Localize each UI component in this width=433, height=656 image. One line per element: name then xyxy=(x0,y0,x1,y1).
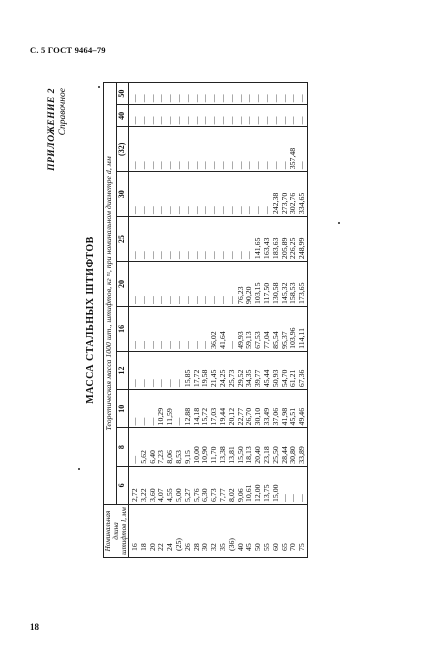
mass-value: 183,63 xyxy=(270,237,280,260)
mass-value: 19,44 xyxy=(217,407,227,426)
mass-value: — xyxy=(297,94,307,103)
mass-value: 33,89 xyxy=(297,446,307,464)
mass-column-d20 xyxy=(129,262,308,307)
mass-value: 205,89 xyxy=(279,237,289,260)
mass-value: — xyxy=(156,251,166,260)
length-value: 20 xyxy=(147,543,157,551)
mass-value: 50,93 xyxy=(270,369,280,388)
length-value: (25) xyxy=(173,538,183,551)
mass-value: — xyxy=(253,206,263,215)
mass-value: 17,72 xyxy=(191,369,201,388)
mass-value: — xyxy=(147,379,157,388)
mass-value: 13,38 xyxy=(217,446,227,464)
mass-value: 20,12 xyxy=(226,407,236,426)
mass-value: — xyxy=(200,116,210,125)
mass-value: — xyxy=(156,379,166,388)
mass-value: — xyxy=(138,116,148,125)
mass-value: — xyxy=(261,161,271,170)
mass-value: — xyxy=(156,161,166,170)
mass-value: — xyxy=(279,494,289,502)
mass-value: 226,25 xyxy=(288,237,298,260)
mass-value: — xyxy=(270,161,280,170)
mass-value: — xyxy=(226,161,236,170)
mass-header: Теоретическая масса 1000 шт., штифтов, кг ≈, при номинальном диаметре d, мм xyxy=(104,83,117,505)
mass-value: — xyxy=(226,251,236,260)
mass-value: — xyxy=(147,251,157,260)
mass-value: — xyxy=(200,341,210,349)
mass-column-d30 xyxy=(129,172,308,217)
diameter-header-cell: 12 xyxy=(116,351,129,389)
mass-value: 12,00 xyxy=(253,484,263,502)
mass-value: — xyxy=(182,161,192,170)
mass-value: — xyxy=(156,116,166,125)
mass-value: — xyxy=(209,296,219,304)
mass-value: 173,65 xyxy=(297,282,307,304)
mass-value: — xyxy=(147,161,157,170)
mass-value: — xyxy=(138,206,148,215)
mass-value: 54,70 xyxy=(279,369,289,388)
length-value: 18 xyxy=(138,543,148,551)
scan-speck xyxy=(338,222,340,224)
mass-value: — xyxy=(217,116,227,125)
mass-column-d10 xyxy=(129,390,308,428)
mass-value: 59,13 xyxy=(244,331,254,349)
mass-value: 6,73 xyxy=(209,488,219,502)
mass-value: — xyxy=(253,94,263,103)
mass-value: 13,81 xyxy=(226,446,236,464)
mass-value: 117,50 xyxy=(261,282,271,304)
mass-value: 3,22 xyxy=(138,488,148,502)
mass-value: — xyxy=(253,161,263,170)
mass-value: 15,50 xyxy=(235,446,245,464)
mass-value: — xyxy=(244,116,254,125)
mass-value: — xyxy=(288,94,298,103)
mass-value: — xyxy=(147,417,157,426)
mass-value: 14,18 xyxy=(191,407,201,426)
length-value: 32 xyxy=(209,543,219,551)
mass-value: 9,06 xyxy=(235,488,245,502)
diameter-header-cell: 6 xyxy=(116,466,129,504)
mass-value: — xyxy=(182,116,192,125)
mass-value: 95,37 xyxy=(279,331,289,349)
mass-value: 23,18 xyxy=(261,446,271,464)
mass-value: — xyxy=(200,161,210,170)
mass-column-d12 xyxy=(129,351,308,389)
mass-value: — xyxy=(253,116,263,125)
diameter-header-cell: 30 xyxy=(116,172,129,217)
length-header: Номинальная длина штифтов l, мм xyxy=(104,505,129,558)
mass-value: 41,64 xyxy=(217,331,227,349)
mass-value: — xyxy=(209,251,219,260)
mass-value: 12,88 xyxy=(182,407,192,426)
mass-value: — xyxy=(156,94,166,103)
mass-value: 6,40 xyxy=(147,450,157,464)
mass-value: — xyxy=(200,251,210,260)
mass-value: 334,65 xyxy=(297,192,307,215)
mass-value: 103,15 xyxy=(253,282,263,304)
page-number: 18 xyxy=(30,622,39,632)
mass-value: 67,53 xyxy=(253,331,263,349)
mass-value: — xyxy=(138,379,148,388)
mass-value: — xyxy=(261,116,271,125)
mass-value: — xyxy=(244,161,254,170)
scan-speck xyxy=(98,86,100,88)
diameter-header-cell: 16 xyxy=(116,306,129,351)
mass-value: — xyxy=(173,116,183,125)
mass-value: — xyxy=(297,494,307,502)
appendix-title: ПРИЛОЖЕНИЕ 2 xyxy=(47,88,57,171)
mass-value: — xyxy=(147,94,157,103)
mass-value: 10,00 xyxy=(191,446,201,464)
length-column xyxy=(129,505,308,558)
mass-value: 28,44 xyxy=(279,446,289,464)
mass-value: 29,52 xyxy=(235,369,245,388)
mass-value: — xyxy=(130,455,139,464)
mass-value: — xyxy=(165,296,175,304)
mass-value: 145,32 xyxy=(279,282,289,304)
diameter-header-cell: 8 xyxy=(116,428,129,466)
mass-value: — xyxy=(138,94,148,103)
mass-value: — xyxy=(244,94,254,103)
mass-value: — xyxy=(156,296,166,304)
mass-value: — xyxy=(165,206,175,215)
mass-value: 130,58 xyxy=(270,282,280,304)
mass-value: — xyxy=(138,341,148,349)
mass-value: 4,07 xyxy=(156,488,166,502)
mass-value: 4,55 xyxy=(165,488,175,502)
mass-value: — xyxy=(173,206,183,215)
mass-value: — xyxy=(130,161,139,170)
mass-value: — xyxy=(173,161,183,170)
mass-value: 114,11 xyxy=(297,328,307,349)
mass-value: — xyxy=(191,341,201,349)
mass-value: — xyxy=(226,341,236,349)
mass-value: — xyxy=(226,116,236,125)
mass-value: — xyxy=(200,296,210,304)
mass-value: — xyxy=(130,116,139,125)
mass-value: — xyxy=(226,206,236,215)
mass-value: 90,20 xyxy=(244,286,254,304)
length-value: 26 xyxy=(182,543,192,551)
mass-value: 10,61 xyxy=(244,484,254,502)
mass-value: 85,54 xyxy=(270,331,280,349)
mass-value: — xyxy=(130,417,139,426)
mass-value: — xyxy=(165,379,175,388)
mass-table xyxy=(103,82,308,558)
length-value: 55 xyxy=(261,543,271,551)
mass-column-d8 xyxy=(129,428,308,466)
mass-value: — xyxy=(279,161,289,170)
mass-value: — xyxy=(165,161,175,170)
mass-value: 5,76 xyxy=(191,488,201,502)
mass-value: 39,77 xyxy=(253,369,263,388)
mass-value: — xyxy=(156,206,166,215)
diameter-header-cell: 25 xyxy=(116,217,129,262)
mass-value: 30,10 xyxy=(253,407,263,426)
mass-value: 22,77 xyxy=(235,407,245,426)
diameter-header-cell: 50 xyxy=(116,83,129,105)
document-header: С. 5 ГОСТ 9464–79 xyxy=(30,45,106,55)
mass-value: 19,58 xyxy=(200,369,210,388)
mass-value: 163,43 xyxy=(261,237,271,260)
mass-value: — xyxy=(191,116,201,125)
mass-value: 18,13 xyxy=(244,446,254,464)
mass-value: — xyxy=(165,341,175,349)
mass-value: — xyxy=(191,206,201,215)
mass-value: — xyxy=(217,206,227,215)
mass-value: — xyxy=(165,94,175,103)
mass-value: — xyxy=(130,296,139,304)
mass-value: 49,93 xyxy=(235,331,245,349)
mass-value: — xyxy=(147,206,157,215)
mass-value: — xyxy=(226,94,236,103)
mass-column-d40 xyxy=(129,105,308,127)
mass-value: 34,35 xyxy=(244,369,254,388)
mass-column-d50 xyxy=(129,83,308,105)
diameter-header-row xyxy=(116,83,129,558)
mass-value: 61,21 xyxy=(288,369,298,388)
mass-value: — xyxy=(217,251,227,260)
mass-value: — xyxy=(173,379,183,388)
mass-value: — xyxy=(191,296,201,304)
mass-value: 49,46 xyxy=(297,407,307,426)
mass-value: — xyxy=(297,161,307,170)
mass-value: 45,51 xyxy=(288,407,298,426)
mass-value: — xyxy=(173,341,183,349)
length-value: 75 xyxy=(297,543,307,551)
mass-value: — xyxy=(209,94,219,103)
mass-value: — xyxy=(226,296,236,304)
mass-value: 17,03 xyxy=(209,407,219,426)
mass-value: 33,49 xyxy=(261,407,271,426)
mass-value: — xyxy=(147,341,157,349)
mass-value: — xyxy=(235,206,245,215)
table-title: МАССА СТАЛЬНЫХ ШТИФТОВ xyxy=(85,236,96,404)
mass-value: 6,30 xyxy=(200,488,210,502)
mass-value: 10,90 xyxy=(200,446,210,464)
mass-value: — xyxy=(182,251,192,260)
mass-value: — xyxy=(297,116,307,125)
mass-value: — xyxy=(200,94,210,103)
mass-value: 302,76 xyxy=(288,192,298,215)
mass-value: — xyxy=(279,94,289,103)
mass-column-d32 xyxy=(129,127,308,172)
mass-value: — xyxy=(173,251,183,260)
mass-value: 15,85 xyxy=(182,369,192,388)
mass-value: 2,72 xyxy=(130,488,139,502)
mass-value: — xyxy=(147,296,157,304)
mass-value: — xyxy=(270,94,280,103)
mass-value: — xyxy=(138,417,148,426)
mass-value: 11,59 xyxy=(165,408,175,426)
mass-value: — xyxy=(173,94,183,103)
mass-value: — xyxy=(209,161,219,170)
length-value: 50 xyxy=(253,543,263,551)
mass-value: — xyxy=(138,251,148,260)
mass-value: 25,73 xyxy=(226,369,236,388)
length-value: (36) xyxy=(226,538,236,551)
mass-value: — xyxy=(279,116,289,125)
mass-value: — xyxy=(138,296,148,304)
mass-value: 248,99 xyxy=(297,237,307,260)
diameter-header-cell: 10 xyxy=(116,390,129,428)
appendix-block xyxy=(47,88,69,171)
mass-value: — xyxy=(209,206,219,215)
length-value: 28 xyxy=(191,543,201,551)
mass-value: — xyxy=(200,206,210,215)
mass-value: — xyxy=(217,161,227,170)
mass-value: — xyxy=(217,296,227,304)
scan-speck xyxy=(78,468,80,470)
mass-value: — xyxy=(244,251,254,260)
mass-value: — xyxy=(173,296,183,304)
mass-value: — xyxy=(191,94,201,103)
mass-value: — xyxy=(191,161,201,170)
mass-value: 273,70 xyxy=(279,192,289,215)
mass-value: 37,06 xyxy=(270,407,280,426)
mass-value: 67,36 xyxy=(297,369,307,388)
mass-value: — xyxy=(130,251,139,260)
mass-value: 30,80 xyxy=(288,446,298,464)
mass-value: 36,02 xyxy=(209,331,219,349)
mass-value: — xyxy=(235,94,245,103)
mass-value: 41,98 xyxy=(279,407,289,426)
mass-value: — xyxy=(191,251,201,260)
mass-value: — xyxy=(235,161,245,170)
mass-value: 25,50 xyxy=(270,446,280,464)
mass-value: 357,48 xyxy=(288,147,298,170)
mass-column-d25 xyxy=(129,217,308,262)
mass-value: — xyxy=(261,206,271,215)
mass-column-d16 xyxy=(129,306,308,351)
mass-value: 10,29 xyxy=(156,407,166,426)
mass-value: — xyxy=(182,296,192,304)
length-value: 60 xyxy=(270,543,280,551)
length-value: 24 xyxy=(165,543,175,551)
mass-value: 26,70 xyxy=(244,407,254,426)
mass-value: 9,15 xyxy=(182,450,192,464)
table-body-row xyxy=(129,83,308,558)
length-value: 16 xyxy=(130,543,139,551)
mass-value: — xyxy=(165,251,175,260)
mass-value: — xyxy=(288,494,298,502)
mass-value: 77,04 xyxy=(261,331,271,349)
diameter-header-cell: 20 xyxy=(116,262,129,307)
length-value: 22 xyxy=(156,543,166,551)
mass-value: — xyxy=(270,116,280,125)
length-value: 40 xyxy=(235,543,245,551)
mass-value: — xyxy=(217,94,227,103)
length-value: 65 xyxy=(279,543,289,551)
mass-value: 20,40 xyxy=(253,446,263,464)
diameter-header-cell: (32) xyxy=(116,127,129,172)
mass-value: 24,25 xyxy=(217,369,227,388)
mass-value: — xyxy=(165,116,175,125)
mass-column-d6 xyxy=(129,466,308,504)
mass-value: 8,02 xyxy=(226,488,236,502)
length-value: 45 xyxy=(244,543,254,551)
mass-value: 158,53 xyxy=(288,282,298,304)
mass-value: 3,60 xyxy=(147,488,157,502)
mass-value: — xyxy=(130,94,139,103)
mass-value: 242,38 xyxy=(270,192,280,215)
length-value: 30 xyxy=(200,543,210,551)
mass-value: 15,00 xyxy=(270,484,280,502)
mass-value: 13,75 xyxy=(261,484,271,502)
mass-value: — xyxy=(244,206,254,215)
mass-value: 5,00 xyxy=(173,488,183,502)
length-value: 70 xyxy=(288,543,298,551)
mass-value: — xyxy=(130,379,139,388)
length-value: 35 xyxy=(217,543,227,551)
mass-value: 76,23 xyxy=(235,286,245,304)
rotated-page-content xyxy=(45,80,385,560)
mass-value: — xyxy=(147,116,157,125)
mass-value: — xyxy=(235,251,245,260)
mass-value: — xyxy=(182,206,192,215)
mass-value: — xyxy=(130,206,139,215)
mass-value: — xyxy=(130,341,139,349)
mass-value: — xyxy=(182,94,192,103)
mass-value: 45,44 xyxy=(261,369,271,388)
mass-value: 11,70 xyxy=(209,446,219,464)
mass-value: — xyxy=(182,341,192,349)
mass-value: 7,23 xyxy=(156,450,166,464)
mass-value: 5,62 xyxy=(138,450,148,464)
mass-value: — xyxy=(156,341,166,349)
mass-value: 141,65 xyxy=(253,237,263,260)
mass-value: 8,53 xyxy=(173,450,183,464)
mass-value: 8,06 xyxy=(165,450,175,464)
mass-value: — xyxy=(235,116,245,125)
mass-value: — xyxy=(173,417,183,426)
mass-value: 15,72 xyxy=(200,407,210,426)
mass-value: 7,77 xyxy=(217,488,227,502)
diameter-header-cell: 40 xyxy=(116,105,129,127)
mass-value: — xyxy=(288,116,298,125)
mass-value: — xyxy=(209,116,219,125)
mass-value: 21,45 xyxy=(209,369,219,388)
appendix-subtitle: Справочное xyxy=(58,88,68,136)
mass-value: 5,27 xyxy=(182,488,192,502)
mass-value: — xyxy=(261,94,271,103)
mass-value: 103,96 xyxy=(288,327,298,349)
mass-value: — xyxy=(138,161,148,170)
